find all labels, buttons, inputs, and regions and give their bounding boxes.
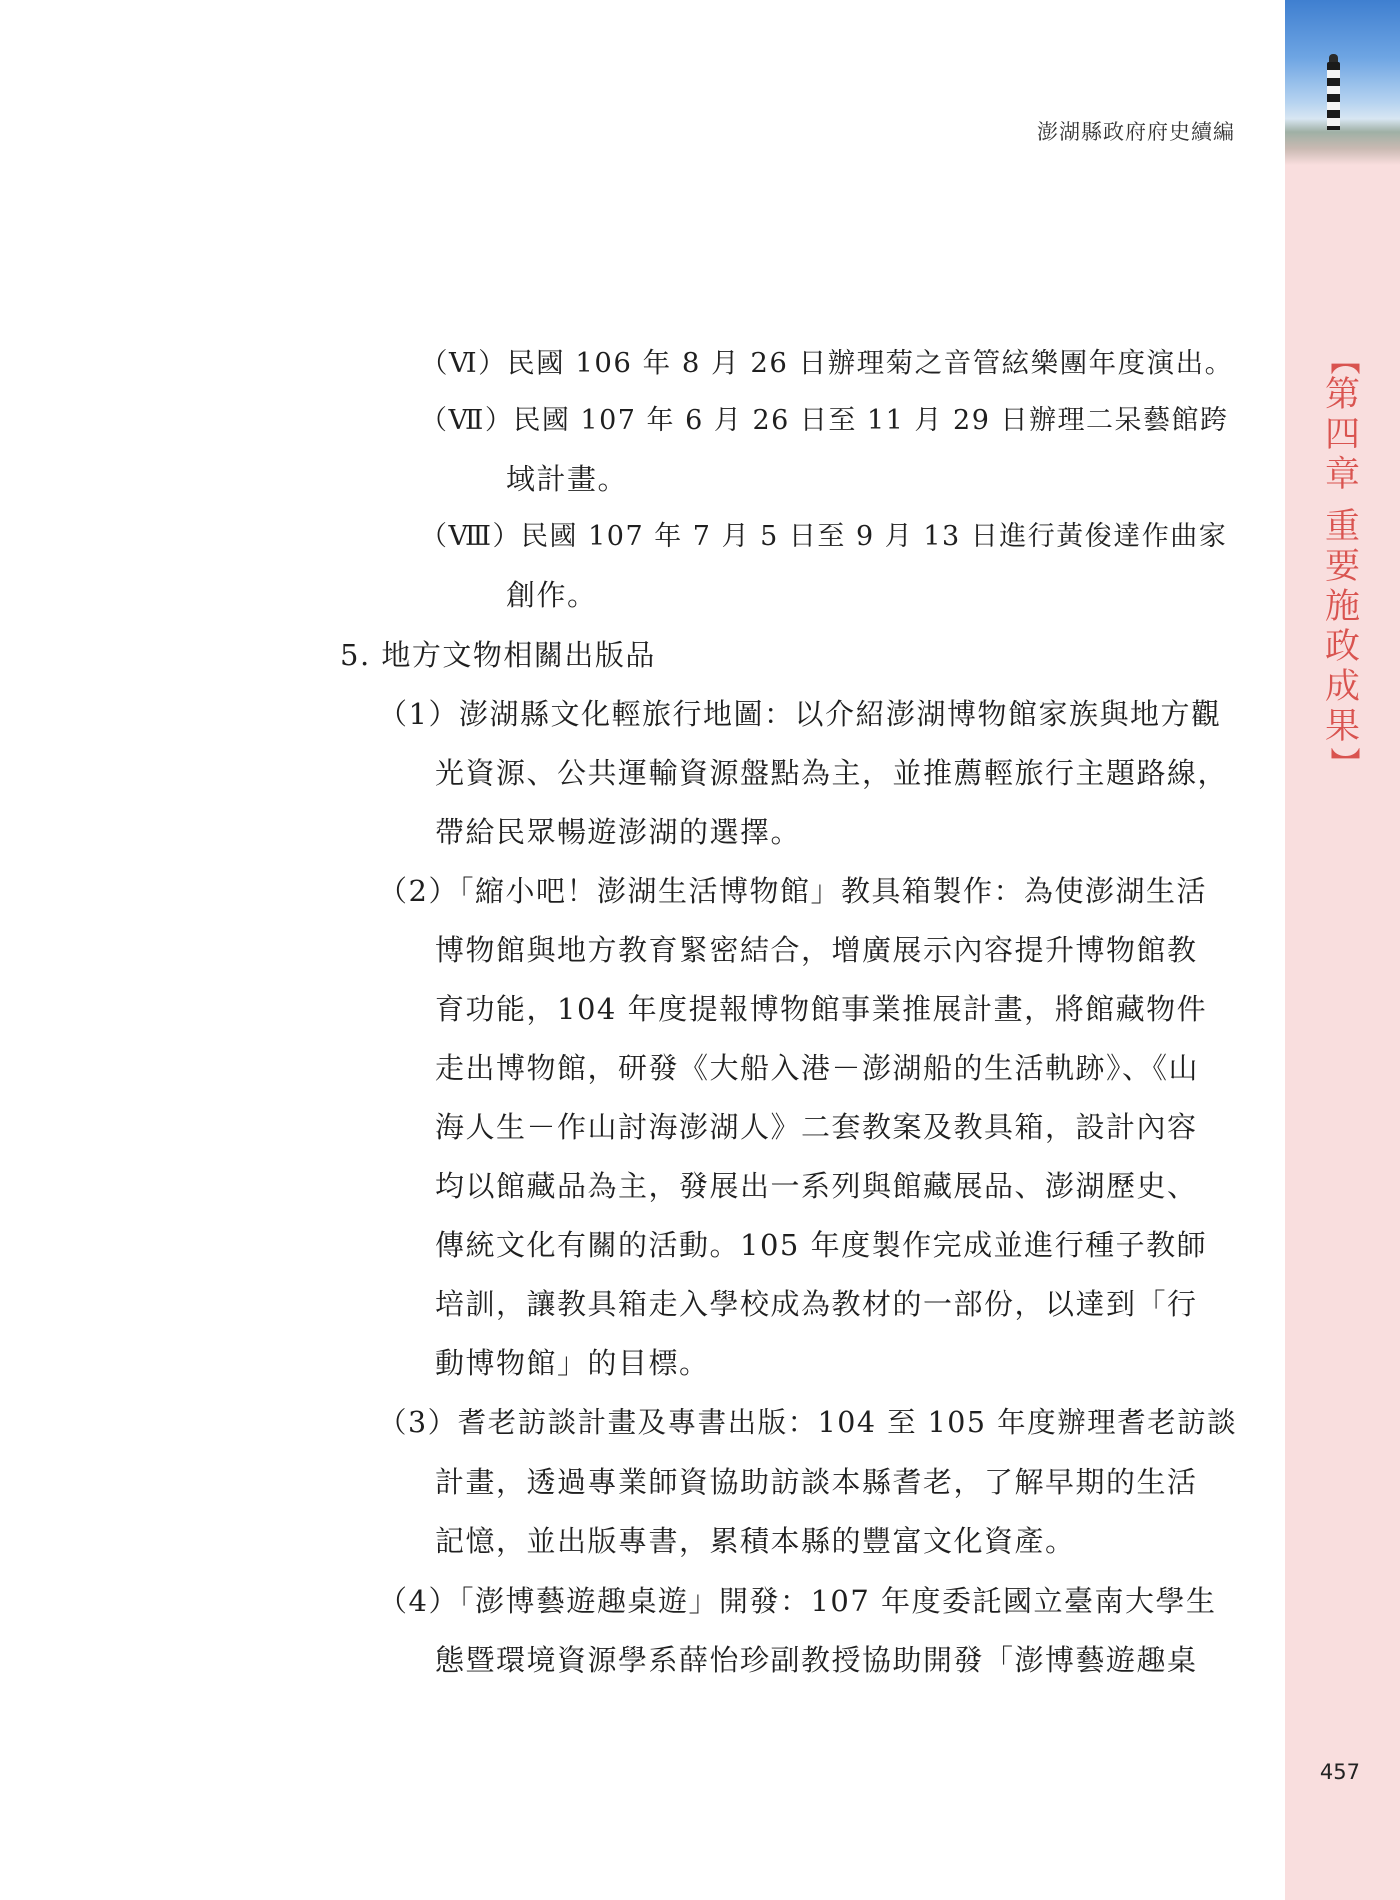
text-line: 創作。 (506, 578, 598, 612)
text-line: （2）「縮小吧！澎湖生活博物館」教具箱製作：為使澎湖生活 (378, 874, 1207, 908)
chapter-tab-char: 章 (1324, 455, 1360, 495)
text-line: （1）澎湖縣文化輕旅行地圖：以介紹澎湖博物館家族與地方觀 (378, 697, 1222, 731)
text-line: 走出博物館，研發《大船入港－澎湖船的生活軌跡》、《山 (435, 1051, 1200, 1085)
chapter-tab (1285, 345, 1400, 777)
text-line: 育功能，104 年度提報博物館事業推展計畫，將館藏物件 (435, 992, 1208, 1026)
text-line: 博物館與地方教育緊密結合，增廣展示內容提升博物館教 (435, 933, 1198, 967)
text-line: （Ⅷ）民國 107 年 7 月 5 日至 9 月 13 日進行黃俊達作曲家 (420, 521, 1228, 552)
chapter-tab-open-bracket: 【 (1325, 345, 1361, 375)
text-line: 帶給民眾暢遊澎湖的選擇。 (435, 815, 802, 849)
chapter-tab-close-bracket: 】 (1325, 747, 1361, 777)
text-line: 域計畫。 (506, 462, 629, 496)
chapter-tab-char: 重 (1324, 507, 1360, 547)
chapter-tab-char: 果 (1324, 707, 1360, 747)
text-line: 海人生－作山討海澎湖人》二套教案及教具箱，設計內容 (435, 1110, 1198, 1144)
text-line: 動博物館」的目標。 (435, 1346, 710, 1380)
chapter-tab-char: 施 (1324, 587, 1360, 627)
text-line: （4）「澎博藝遊趣桌遊」開發：107 年度委託國立臺南大學生 (378, 1584, 1217, 1618)
running-header: 澎湖縣政府府史續編 (1037, 120, 1235, 144)
text-line: 傳統文化有關的活動。105 年度製作完成並進行種子教師 (435, 1228, 1208, 1262)
text-line: （Ⅵ）民國 106 年 8 月 26 日辦理菊之音管絃樂團年度演出。 (420, 347, 1234, 379)
chapter-tab-char: 政 (1324, 627, 1360, 667)
chapter-tab-char: 成 (1324, 667, 1360, 707)
text-line: （Ⅶ）民國 107 年 6 月 26 日至 11 月 29 日辦理二呆藝館跨 (420, 405, 1229, 436)
chapter-tab-char: 四 (1324, 415, 1360, 455)
chapter-tab-char: 第 (1324, 375, 1360, 415)
text-line: 培訓，讓教具箱走入學校成為教材的一部份，以達到「行 (435, 1287, 1198, 1321)
chapter-side-band (1285, 0, 1400, 1900)
page-number: 457 (1319, 1760, 1360, 1784)
chapter-tab-char: 要 (1324, 547, 1360, 587)
lighthouse-photo (1285, 0, 1400, 165)
text-line: 光資源、公共運輸資源盤點為主，並推薦輕旅行主題路線， (435, 756, 1229, 790)
text-line: 記憶，並出版專書，累積本縣的豐富文化資產。 (435, 1524, 1076, 1558)
text-line: 計畫，透過專業師資協助訪談本縣耆老，了解早期的生活 (435, 1465, 1198, 1499)
text-line: 態暨環境資源學系薛怡珍副教授協助開發「澎博藝遊趣桌 (435, 1643, 1198, 1677)
section-heading: 5. 地方文物相關出版品 (340, 638, 656, 672)
text-line: （3）耆老訪談計畫及專書出版：104 至 105 年度辦理耆老訪談 (378, 1406, 1238, 1439)
lighthouse-icon (1327, 62, 1340, 130)
text-line: 均以館藏品為主，發展出一系列與館藏展品、澎湖歷史、 (435, 1169, 1198, 1203)
